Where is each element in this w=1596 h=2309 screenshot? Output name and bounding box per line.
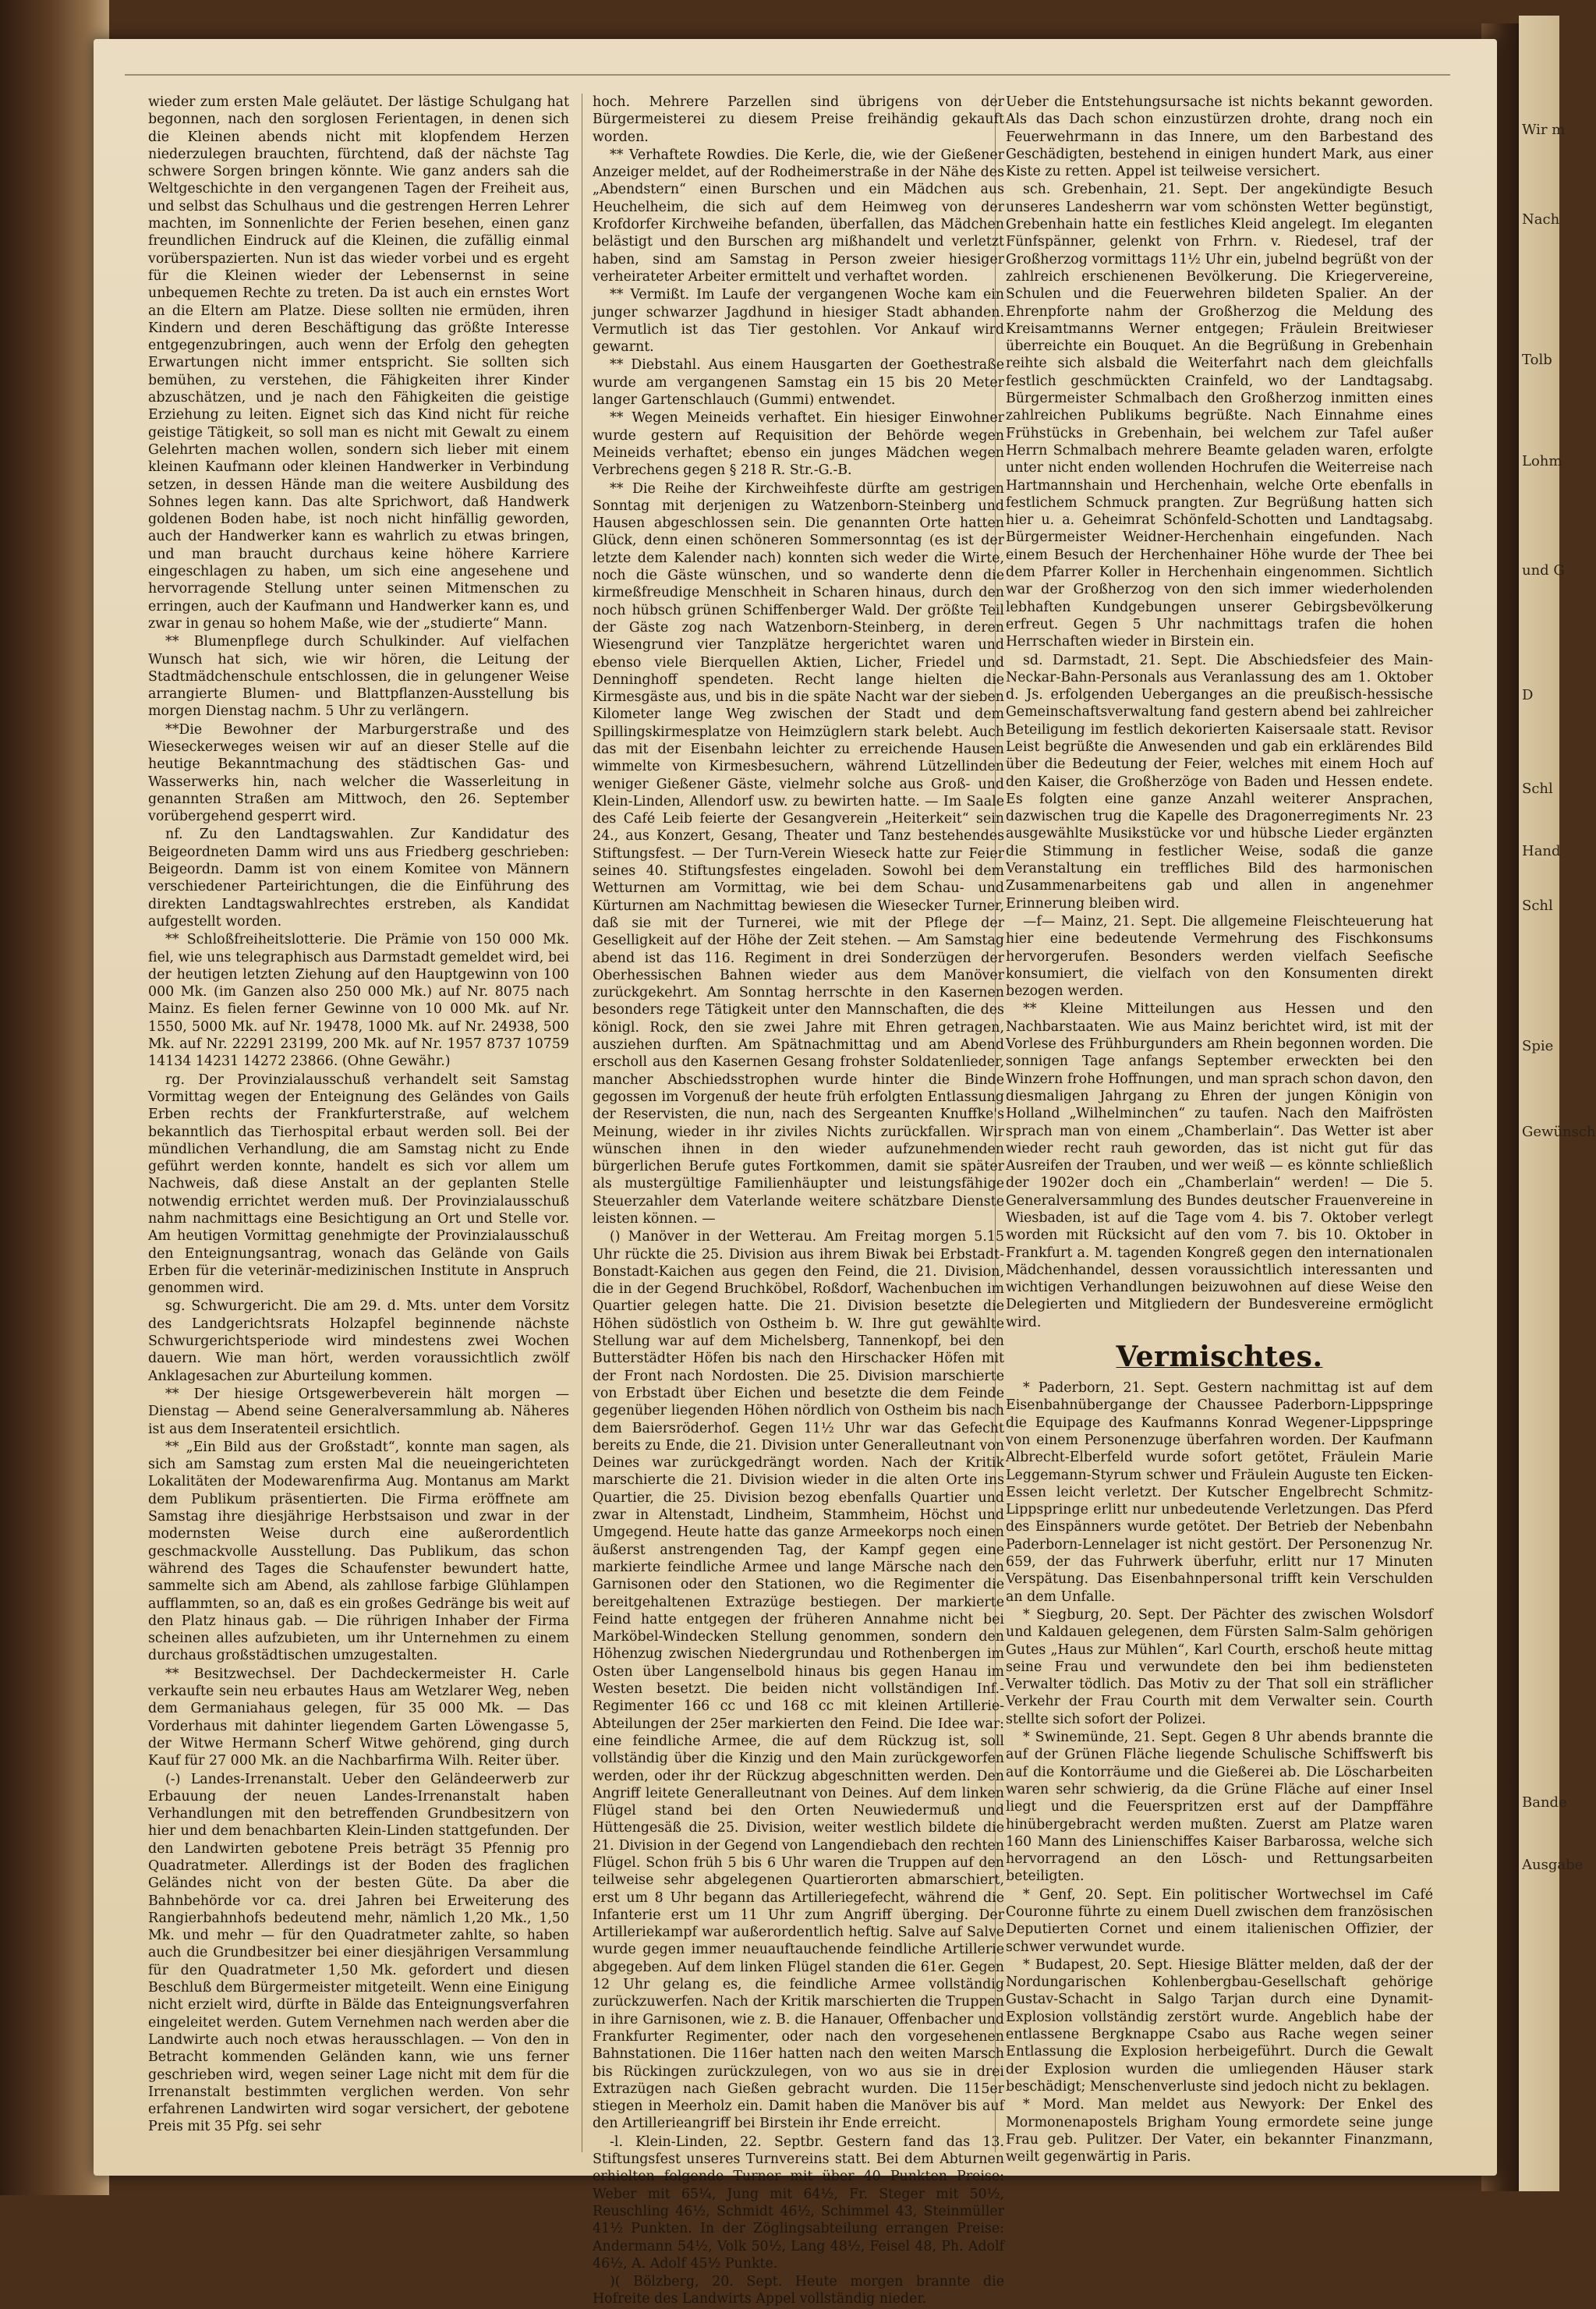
article-text: * Mord. Man meldet aus Newyork: Der Enkel des Mormonenapostels Brigham Young ermordete seine junge Frau geb. Pulitzer. Der Vater, ein bekannter Finanzmann, weilt gegenwärtig in Paris. [1006,2097,1433,2166]
edge-fragment: Schl [1522,781,1553,797]
article-text: ** Die Reihe der Kirchweihfeste dürfte am gestrigen Sonntag mit derjenigen zu Watzenborn-Steinberg und Hausen abgeschlossen sein. Die genannten Orte hatten Glück, denn einen schöneren Sommersonntag (es ist der letzte dem Kalender nach) konnten sich weder die Wirte, noch die Gäste wünschen, und so wanderte denn die kirmeßfreudige Menschheit in Scharen hinaus, durch den noch hübsch grünen Schiffenberger Wald. Der größte Teil der Gäste zog nach Watzenborn-Steinberg, in deren Wiesengrund vier Tanzplätze hergerichtet waren und ebenso viele Bierquellen Aktien, Licher, Friedel und Denninghoff spendeten. Recht lange hielten die Kirmesgäste aus, und bis in die späte Nacht war der sieben Kilometer lange Weg zwischen der Stadt und dem Spillingskirmesplatze von Heimzüglern stark belebt. Auch das mit der Eisenbahn leichter zu erreichende Hausen wimmelte von Kirmesbesuchern, während Lützellinden weniger Gießener Gäste, vielmehr solche aus Groß- und Klein-Linden, Allendorf usw. zu bewirten hatte. — Im Saale des Café Leib feierte der Gesangverein „Heiterkeit“ sein 24., aus Konzert, Gesang, Theater und Tanz bestehendes Stiftungsfest. — Der Turn-Verein Wieseck hatte zur Feier seines 40. Stiftungsfestes eingeladen. Sowohl bei dem Wetturnen am Vormittag, wie bei dem Schau- und Kürturnen am Nachmittag bewiesen die Wiesecker Turner, daß sie mit der Turnerei, wie mit der Pflege der Geselligkeit auf der Höhe der Zeit stehen. — Am Samstag abend ist das 116. Regiment in drei Sonderzügen der Oberhessischen Bahnen wieder aus dem Manöver zurückgekehrt. Am Sonntag herrschte in den Kasernen besonders rege Tätigkeit unter den Mannschaften, die des königl. Rock, den sie zwei Jahre mit Ehren getragen, ausziehen durften. Am Spätnachmittag und am Abend erscholl aus den Kasernen Gesang frohster Soldatenlieder, mancher Abschiedsstrophen wurde hinter die Binde gegossen im Vorgenuß der heute früh erfolgten Entlassung der Reservisten, die nun, nach des Sergeanten Knuffke's Meinung, wieder in ihr ziviles Nichts zurückfallen. Wir wünschen ihnen in den wieder aufzunehmenden bürgerlichen Berufe gutes Fortkommen, damit sie später als mustergültige Familienhäupter und leistungsfähige Steuerzahler dem Vaterlande weitere schätzbare Dienste leisten können. — [593,480,1004,1227]
article-text: ** Blumenpflege durch Schulkinder. Auf vielfachen Wunsch hat sich, wie wir hören, die Leitung der Stadtmädchenschule entschlossen, die in gelungener Weise arrangierte Blumen- und Blattpflanzen-Ausstellung bis morgen Dienstag nachm. 5 Uhr zu verlängern. [148,634,569,720]
scan-left-margin [0,0,109,2195]
article-text: * Budapest, 20. Sept. Hiesige Blätter melden, daß der der Nordungarischen Kohlenbergbau-Gesellschaft gehörige Gustav-Schacht in Salgo Tarjan durch eine Dynamit-Explosion vollständig zerstört wurde. Angeblich habe der entlassene Bergknappe Csabo aus Rache wegen seiner Entlassung die Explosion herbeigeführt. Durch die Gewalt der Explosion wurden die umliegenden Häuser stark beschädigt; Menschenverluste sind jedoch nicht zu beklagen. [1006,1957,1433,2095]
article-text: nf. Zu den Landtagswahlen. Zur Kandidatur des Beigeordneten Damm wird uns aus Friedberg geschrieben: Beigeordn. Damm ist von einem Komitee von Männern verschiedener Parteirichtungen, die die Einführung des direkten Landtagswahlrechtes erstreben, als Kandidat aufgestellt worden. [148,827,569,930]
section-heading: Vermischtes. [1116,1340,1323,1374]
edge-fragment: Wir m [1522,122,1566,138]
edge-fragment: Schl [1522,898,1553,914]
article-text: () Manöver in der Wetterau. Am Freitag morgen 5.15 Uhr rückte die 25. Division aus ihrem Biwak bei Erbstadt-Bonstadt-Kaichen aus gegen den Feind, die 21. Division, die in der Gegend Bruchköbel, Roßdorf, Wachenbuchen im Quartier gelegen hatte. Die 21. Division besetzte die Höhen südöstlich von Ostheim b. W. Ihre gut gewählte Stellung war auf dem Michelsberg, Tannenkopf, bei den Butterstädter Höfen bis nach den Hirschacker Höfen mit der Front nach Nordosten. Die 25. Division marschierte von Erbstadt über Eichen und besetzte die dem Feinde gegenüber liegenden Höhen nördlich von Ostheim bis nach dem Baiersröderhof. Gegen 11½ Uhr war das Gefecht bereits zu Ende, die 21. Division unter Generalleutnant von Deines war zurückgedrängt worden. Nach der Kritik marschierte die 21. Division wieder in die alten Orte ins Quartier, die 25. Division bezog ebenfalls Quartier und zwar in Altenstadt, Lindheim, Stammheim, Höchst und Umgegend. Heute hatte das ganze Armeekorps noch einen äußerst anstrengenden Tag, der Kampf gegen eine markierte feindliche Armee und lange Märsche nach den Garnisonen oder den Stationen, wo die Regimenter die bereitgehaltenen Extrazüge bestiegen. Der markierte Feind hatte entgegen der früheren Annahme nicht bei Marköbel-Windecken Stellung genommen, sondern den Höhenzug zwischen Niedergrundau und Rothenbergen im Osten über Langenselbold hinaus bis gegen Hanau im Westen besetzt. Die beiden nicht vollständigen Inf.-Regimenter 166 cc und 168 cc mit kleinen Artillerie-Abteilungen der 25er markierten den Feind. Die Idee war: eine feindliche Armee, die auf dem Rückzug ist, soll vollständig über die Kinzig und den Main zurückgeworfen werden, oder ihr der Rückzug abgeschnitten werden. Den Angriff leitete Generalleutnant von Deines. Auf dem linken Flügel stand bei den Orten Neuwiedermuß und Hüttengesäß die 25. Division, weiter westlich bildete die 21. Division in der Gegend von Langendiebach den rechten Flügel. Schon früh 5 bis 6 Uhr waren die Truppen auf den teilweise sehr abgelegenen Quartierorten abmarschiert, erst um 8 Uhr begann das Artilleriegefecht, während die Infanterie erst um 11 Uhr zum Angriff überging. Der Artilleriekampf war außerordentlich heftig. Salve auf Salve wurde gegen immer neuauftauchende feindliche Artillerie abgegeben. Auf dem linken Flügel standen die 61er. Gegen 12 Uhr gelang es, die feindliche Armee vollständig zurückzuwerfen. Nach der Kritik marschierten die Truppen in ihre Garnisonen, wie z. B. die Hanauer, Offenbacher und Frankfurter Regimenter, oder nach den vorgesehenen Bahnstationen. Die 116er hatten nach den weiten Marsch bis Rückingen zurückzulegen, von wo aus sie in drei Extrazügen nach Gießen gebracht wurden. Die 115er stiegen in Meerholz ein. Damit haben die Manöver bis auf den Artillerieangriff bei Birstein ihr Ende erreicht. [593,1229,1004,2132]
article-text: )( Bölzberg, 20. Sept. Heute morgen brannte die Hofreite des Landwirts Appel vollständig nieder. [593,2274,1004,2307]
article-text: ** „Ein Bild aus der Großstadt“, konnte man sagen, als sich am Samstag zum ersten Mal die neueingerichteten Lokalitäten der Modewarenfirma Aug. Montanus am Markt dem Publikum präsentierten. Die Firma eröffnete am Samstag ihre diesjährige Herbstsaison und zwar in der modernsten Weise durch eine außerordentlich geschmackvolle Ausstellung. Das Publikum, das schon während des Tages die Schaufenster bewundert hatte, sammelte sich am Abend, als zahllose farbige Glühlampen aufflammten, so an, daß es ein großes Gedränge bis weit auf den Platz hinaus gab. — Die rührigen Inhaber der Firma scheinen alles aufzubieten, um ihr Unternehmen zu einem durchaus großstädtischen umzugestalten. [148,1439,569,1664]
article-text: sch. Grebenhain, 21. Sept. Der angekündigte Besuch unseres Landesherrn war vom schönsten Wetter begünstigt, Grebenhain hatte ein festliches Kleid angelegt. Im eleganten Fünfspänner, gelenkt von Frhrn. v. Riedesel, traf der Großherzog vormittags 11½ Uhr ein, jubelnd begrüßt von der zahlreich erschienenen Bevölkerung. Die Kriegervereine, Schulen und die Feuerwehren bildeten Spalier. An der Ehrenpforte nahm der Großherzog die Meldung des Kreisamtmanns Werner entgegen; Fräulein Breitwieser überreichte ein Bouquet. An die Begrüßung in Grebenhain reihte sich alsbald die Weiterfahrt nach dem gleichfalls festlich geschmückten Crainfeld, wo der Landtagsabg. Bürgermeister Schmalbach den Großherzog inmitten eines zahlreichen Publikums begrüßte. Nach Einnahme eines Frühstücks in Grebenhain, bei welchem zur Tafel außer Herrn Schmalbach mehrere Beamte geladen waren, erfolgte unter nicht enden wollenden Hochrufen die Weiterreise nach Hartmannshain und Herchenhain, welche Orte ebenfalls in festlichem Schmuck prangten. Zur Begrüßung hatten sich hier u. a. Geheimrat Schönfeld-Schotten und Landtagsabg. Bürgermeister Weidner-Herchenhain eingefunden. Nach einem Besuch der Herchenhainer Höhe wurde der Thee bei dem Pfarrer Koller in Herchenhain eingenommen. Sichtlich war der Großherzog von den sich immer wiederholenden lebhaften Kundgebungen unserer Gebirgsbevölkerung erfreut. Gegen 5 Uhr nachmittags trafen die hohen Herrschaften wieder in Birstein ein. [1006,182,1433,650]
edge-fragment: Hand [1522,843,1561,859]
article-text: ** Der hiesige Ortsgewerbeverein hält morgen — Dienstag — Abend seine Generalversammlung ab. Näheres ist aus dem Inseratenteil ersichtlich. [148,1386,569,1437]
edge-fragment: Spie [1522,1038,1554,1054]
article-text: sd. Darmstadt, 21. Sept. Die Abschiedsfeier des Main-Neckar-Bahn-Personals aus Veranlassung des am 1. Oktober d. Js. erfolgenden Ueberganges an die preußisch-hessische Gemeinschaftsverwaltung fand gestern abend bei zahlreicher Beteiligung im festlich dekorierten Kaisersaale statt. Revisor Leist begrüßte die Anwesenden und gab ein erklärendes Bild über die Bedeutung der Feier, welches mit einem Hoch auf den Kaiser, die Großherzöge von Baden und Hessen endete. Es folgten eine ganze Anzahl weiterer Ansprachen, dazwischen trug die Kapelle des Dragonerregiments Nr. 23 ausgewählte Musikstücke vor und hübsche Lieder ergänzten die Stimmung in festlicher Weise, sodaß die ganze Veranstaltung ein treffliches Bild des harmonischen Zusammenarbeitens gab und allen in angenehmer Erinnerung bleiben wird. [1006,652,1433,912]
edge-fragment: Tolb [1522,352,1552,368]
article-text: —f— Mainz, 21. Sept. Die allgemeine Fleischteuerung hat hier eine bedeutende Vermehrung des Fischkonsums hervorgerufen. Besonders werden vielfach Seefische konsumiert, die vielfach von den Konsumenten direkt bezogen werden. [1006,913,1433,1000]
next-page-edge [1519,16,1596,2191]
edge-fragment: Lohm [1522,453,1562,469]
article-text: * Swinemünde, 21. Sept. Gegen 8 Uhr abends brannte die auf der Grünen Fläche liegende Schulische Schiffswerft bis auf die Kontorräume und die Gießerei ab. Die Löscharbeiten waren sehr schwierig, da die Grüne Fläche auf einer Insel liegt und die Feuerspritzen erst auf der Dampffähre hinübergebracht werden mußten. Zuerst am Platze waren 160 Mann des Linienschiffes Kaiser Barbarossa, welche sich hervorragend an den Lösch- und Rettungsarbeiten beteiligten. [1006,1730,1433,1885]
article-text: Ueber die Entstehungsursache ist nichts bekannt geworden. Als das Dach schon einzustürzen drohte, drang noch ein Feuerwehrmann in das Innere, um den Barbestand des Geschädigten, bestehend in einigen hundert Mark, aus einer Kiste zu retten. Appel ist teilweise versichert. [1006,94,1433,180]
column-3 [1006,94,1433,2166]
edge-fragment: D [1522,687,1534,703]
edge-fragment: Bande [1522,1794,1567,1811]
article-text: ** Wegen Meineids verhaftet. Ein hiesiger Einwohner wurde gestern auf Requisition der Behörde wegen Meineids verhaftet; ebenso ein junges Mädchen wegen Verbrechens gegen § 218 R. Str.-G.-B. [593,410,1004,479]
article-text: ** Schloßfreiheitslotterie. Die Prämie von 150 000 Mk. fiel, wie uns telegraphisch aus Darmstadt gemeldet wird, bei der heutigen letzten Ziehung auf den Hauptgewinn von 100 000 Mk. (im Ganzen also 250 000 Mk.) auf Nr. 8075 nach Mainz. Es fielen ferner Gewinne von 10 000 Mk. auf Nr. 1550, 5000 Mk. auf Nr. 19478, 1000 Mk. auf Nr. 24938, 500 Mk. auf Nr. 22291 23199, 200 Mk. auf Nr. 1957 8737 10759 14134 14231 14272 23866. (Ohne Gewähr.) [148,932,569,1070]
article-text: hoch. Mehrere Parzellen sind übrigens von der Bürgermeisterei zu diesem Preise freihändig gekauft worden. [593,94,1004,145]
article-text: (-) Landes-Irrenanstalt. Ueber den Geländeerwerb zur Erbauung der neuen Landes-Irrenanstalt haben Verhandlungen mit den betreffenden Grundbesitzern von hier und dem benachbarten Klein-Linden stattgefunden. Der den Landwirten gebotene Preis beträgt 35 Pfennig pro Quadratmeter. Allerdings ist der Boden des fraglichen Geländes nicht von der besten Güte. Da aber die Bahnbehörde vor ca. drei Jahren bei Erweiterung des Rangierbahnhofs bedeutend mehr, nämlich 1,20 Mk., 1,50 Mk. und mehr — für den Quadratmeter zahlte, so haben auch die Grundbesitzer bei einer diesjährigen Versammlung für den Quadratmeter 1,50 Mk. gefordert und diesen Beschluß dem Bürgermeister mitgeteilt. Wenn eine Einigung nicht erzielt wird, dürfte in Bälde das Enteignungsverfahren eingeleitet werden. Gutem Vernehmen nach werden aber die Landwirte auch noch etwas herausschlagen. — Von den in Betracht kommenden Geländen kann, wie uns ferner geschrieben wird, wegen seiner Lage nicht mit dem für die Irrenanstalt bestimmten verglichen werden. Von sehr erfahrenen Landwirten wird sogar versichert, der gebotene Preis mit 35 Pfg. sei sehr [148,1771,569,2135]
article-text: rg. Der Provinzialausschuß verhandelt seit Samstag Vormittag wegen der Enteignung des Geländes von Gails Erben rechts der Frankfurterstraße, auf welchem bekanntlich das Tierhospital erbaut werden soll. Bei der mündlichen Verhandlung, die am Samstag nicht zu Ende geführt werden konnte, handelt es sich vor allem um Nachweis, daß diese Anstalt an der geplanten Stelle notwendig errichtet werden muß. Der Provinzialausschuß nahm nachmittags eine Besichtigung an Ort und Stelle vor. Am heutigen Vormittag genehmigte der Provinzialausschuß den Enteignungsantrag, wonach das Gelände von Gails Erben für die veterinär-medizinischen Institute in Anspruch genommen wird. [148,1071,569,1297]
article-text: * Paderborn, 21. Sept. Gestern nachmittag ist auf dem Eisenbahnübergange der Chaussee Paderborn-Lippspringe die Equipage des Kaufmanns Konrad Wegener-Lippspringe von einem Personenzuge überfahren worden. Der Kaufmann Albrecht-Elberfeld wurde sofort getötet, Fräulein Marie Leggemann-Styrum schwer und Fräulein Auguste ten Eicken-Essen leicht verletzt. Der Kutscher Engelbrecht Schmitz-Lippspringe erlitt nur unbedeutende Verletzungen. Das Pferd des Einspänners wurde getötet. Der Betrieb der Nebenbahn Paderborn-Lennelager ist nicht gestört. Der Personenzug Nr. 659, der das Fuhrwerk überfuhr, erlitt nur 17 Minuten Verspätung. Das Eisenbahnpersonal trifft kein Verschulden an dem Unfalle. [1006,1380,1433,1605]
article-text: * Siegburg, 20. Sept. Der Pächter des zwischen Wolsdorf und Kaldauen gelegenen, dem Fürsten Salm-Salm gehörigen Gutes „Haus zur Mühlen“, Karl Courth, erschoß heute mittag seine Frau und verwundete den bei ihm bediensteten Verwalter tödlich. Das Motiv zu der That soll ein sträflicher Verkehr der Frau Courth mit dem Verwalter sein. Courth stellte sich sofort der Polizei. [1006,1606,1433,1727]
article-text: -l. Klein-Linden, 22. Septbr. Gestern fand das 13. Stiftungsfest unseres Turnvereins statt. Bei dem Abturnen erhielten folgende Turner mit über 40 Punkten Preise: Weber mit 65¼, Jung mit 64½, Fr. Steger mit 50½, Reuschling 46½, Schmidt 46½, Schimmel 43, Steinmüller 41½ Punkten. In der Zöglingsabteilung errangen Preise: Andermann 54½, Volk 50½, Lang 48½, Feisel 48, Ph. Adolf 46½, A. Adolf 45½ Punkte. [593,2134,1004,2272]
edge-fragment: und G [1522,562,1565,579]
article-text: **Die Bewohner der Marburgerstraße und des Wieseckerweges weisen wir auf an dieser Stelle auf die heutige Bekanntmachung des städtischen Gas- und Wasserwerks hin, nach welcher die Wasserleitung in genannten Straßen am Mittwoch, den 26. September vorübergehend gesperrt wird. [148,721,569,825]
article-text: * Genf, 20. Sept. Ein politischer Wortwechsel im Café Couronne führte zu einem Duell zwischen dem französischen Deputierten Cornet und einem italienischen Offizier, der schwer verwundet wurde. [1006,1886,1433,1955]
article-text: ** Besitzwechsel. Der Dachdeckermeister H. Carle verkaufte sein neu erbautes Haus am Wetzlarer Weg, neben dem Germaniahaus gelegen, für 35 000 Mk. — Das Vorderhaus mit dahinter liegendem Garten Löwengasse 5, der Witwe Hermann Scherf Witwe gehörend, ging durch Kauf für 27 000 Mk. an die Nachbarfirma Wilh. Reiter über. [148,1666,569,1769]
column-2 [593,94,1004,2309]
article-text: ** Kleine Mitteilungen aus Hessen und den Nachbarstaaten. Wie aus Mainz berichtet wird, ist mit der Vorlese des Frühburgunders am Rhein begonnen worden. Die sonnigen Tage anfangs September erweckten bei den Winzern frohe Hoffnungen, und man sprach schon davon, den diesmaligen Jahrgang zu Ehren der jungen Königin von Holland „Wilhelminchen“ zu taufen. Nach den Maifrösten sprach man von einem „Chamberlain“. Das Wetter ist aber wieder recht rauh geworden, das ist nicht gut für das Ausreifen der Trauben, und wer weiß — es könnte schließlich der 1902er doch ein „Chamberlain“ werden! — Die 5. Generalversammlung des Bundes deutscher Frauenvereine in Wiesbaden, ist auf die Tage vom 4. bis 7. Oktober verlegt worden mit Rücksicht auf den vom 7. bis 10. Oktober in Frankfurt a. M. tagenden Kongreß gegen den internationalen Mädchenhandel, dessen voraussichtlich interessanten und wichtigen Verhandlungen beizuwohnen auf diese Weise den Delegierten und Mitgliedern der Bundesvereine ermöglicht wird. [1006,1001,1433,1330]
edge-fragment: Nach [1522,211,1560,228]
article-text: ** Diebstahl. Aus einem Hausgarten der Goethestraße wurde am vergangenen Samstag ein 15 bis 20 Meter langer Gartenschlauch (Gummi) entwendet. [593,357,1004,409]
article-text: ** Verhaftete Rowdies. Die Kerle, die, wie der Gießener Anzeiger meldet, auf der Rodheimerstraße in der Nähe des „Abendstern“ einen Burschen und ein Mädchen aus Heuchelheim, die sich auf dem Heimweg von der Krofdorfer Kirchweihe befanden, überfallen, das Mädchen belästigt und den Burschen arg mißhandelt und verletzt haben, sind am Samstag in Person zweier hiesiger verheirateter Arbeiter ermittelt und verhaftet worden. [593,147,1004,285]
article-text: wieder zum ersten Male geläutet. Der lästige Schulgang hat begonnen, nach den sorglosen Ferientagen, in denen sich die Kleinen abends nicht mit klopfendem Herzen niederzulegen brauchten, fürchtend, daß der nächste Tag schwere Sorgen bringen könnte. Wie ganz anders sah die Weltgeschichte in den vergangenen Tagen der Freiheit aus, und selbst das Schulhaus und die gestrengen Herren Lehrer machten, im Sonnenlichte der Ferien besehen, einen ganz freundlichen Eindruck auf die Kleinen, die zufällig einmal vorüberspazierten. Nun ist das wieder vorbei und es ergeht für die Kleinen wieder der Lebensernst in seine unbequemen Rechte zu treten. Da ist auch ein ernstes Wort an die Eltern am Platze. Diese sollten nie ermüden, ihren Kindern und deren Beschäftigung das größte Interesse entgegenzubringen, auch wenn der Erfolg den gehegten Erwartungen nicht immer entspricht. Sie sollten sich bemühen, zu verstehen, die Fähigkeiten ihrer Kinder abzuschätzen, und je nach den Fähigkeiten die geistige Erziehung zu leiten. Eignet sich das Kind nicht für reiche geistige Tätigkeit, so soll man es nicht mit Gewalt zu einem Gelehrten machen wollen, sondern sich lieber mit einem kleinen Kaufmann oder kleinen Handwerker in Verbindung setzen, in dessen Hände man die weitere Ausbildung des Sohnes legen kann. Das alte Sprichwort, daß Handwerk goldenen Boden habe, ist noch nicht hinfällig geworden, auch der Handwerker kann es wahrlich zu etwas bringen, und man braucht durchaus keine höhere Karriere eingeschlagen zu haben, um sich eine angesehene und hervorragende Stellung unter seinen Mitmenschen zu erringen, auch der Kaufmann und Handwerker kann es, und zwar in genau so hohem Maße, wie der „studierte“ Mann. [148,94,569,632]
top-rule [125,74,1450,76]
edge-fragment: Gewünsch [1522,1124,1596,1140]
article-text: sg. Schwurgericht. Die am 29. d. Mts. unter dem Vorsitz des Landgerichtsrats Holzapfel beginnende nächste Schwurgerichtsperiode wird mindestens zwei Wochen dauern. Wie man hört, werden voraussichtlich zwölf Anklagesachen zur Aburteilung kommen. [148,1298,569,1384]
column-1 [148,94,569,2137]
edge-fragment: Ausgabe [1522,1857,1584,1873]
article-text: ** Vermißt. Im Laufe der vergangenen Woche kam ein junger schwarzer Jagdhund in hiesiger Stadt abhanden. Vermutlich ist das Tier gestohlen. Vor Ankauf wird gewarnt. [593,287,1004,356]
